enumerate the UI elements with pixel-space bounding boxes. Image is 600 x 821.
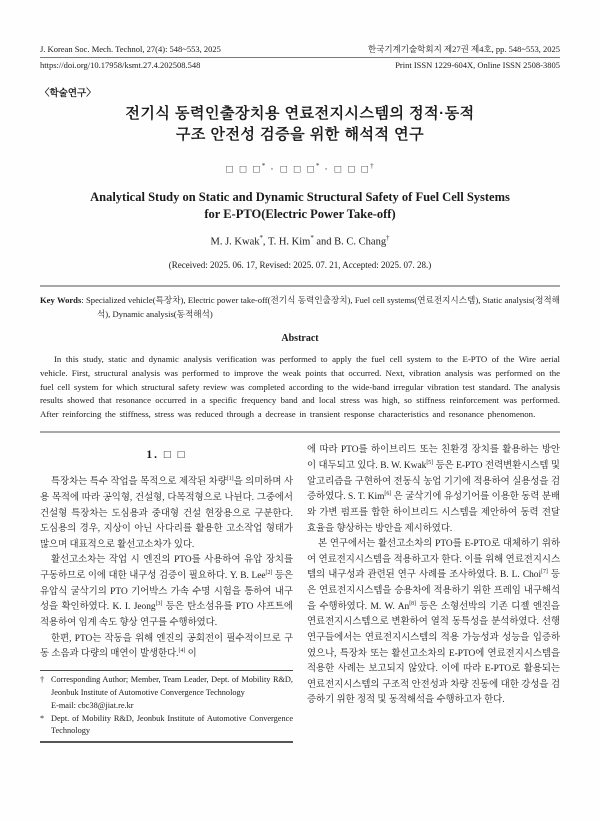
author-en-2-mark: * [310,234,314,242]
right-column [307,443,560,743]
keywords-block [40,294,560,322]
footnote-email: E-mail: cbc38@jiat.re.kr [51,700,134,710]
submission-dates: (Received: 2025. 06. 17, Revised: 2025. 07. 21, Accepted: 2025. 07. 28.) [168,260,432,271]
running-header-row-1 [40,44,560,55]
author-en-1: M. J. Kwak [210,236,260,248]
author-en-separator-1: , [262,236,268,248]
body-columns [40,443,560,743]
affiliation-footnote [40,670,293,743]
title-english-line1: Analytical Study on Static and Dynamic Structural Safety of Fuel Cell Systems [90,190,510,205]
author-en-1-mark: * [259,234,263,242]
journal-citation-en: J. Korean Soc. Mech. Technol, 27(4): 548~553, 2025 [40,44,221,54]
keywords-label: Key Words [40,295,82,306]
author-ko-separator-1: · [265,164,281,177]
author-ko-3: □ □ □ [334,164,371,177]
author-en-3: B. C. Chang [334,236,387,248]
doi-text: https://doi.org/10.17958/ksmt.27.4.202508.548 [40,60,201,70]
footnote-affiliation-text: Dept. of Mobility R&D, Jeonbuk Institute of Automotive Convergence Technology [51,713,293,736]
author-ko-3-mark: † [370,162,374,171]
journal-citation-ko: 한국기계기술학회지 제27권 제4호, pp. 548~553, 2025 [367,44,560,54]
title-korean-line2: 구조 안전성 검증을 위한 해석적 연구 [175,125,425,143]
issn-text: Print ISSN 1229-604X, Online ISSN 2508-3805 [395,60,560,70]
dagger-marker: † [40,675,45,685]
asterisk-marker: * [40,713,45,723]
footnote-affiliation [40,713,293,739]
author-ko-2: □ □ □ [280,164,316,177]
left-column [40,443,293,743]
authors-english [40,235,560,248]
authors-korean [40,162,560,176]
title-korean [40,104,560,145]
title-english-line2: for E-PTO(Electric Power Take-off) [204,206,396,221]
article-category-label: 〈학술연구〉 [40,88,96,99]
title-korean-line1: 전기식 동력인출장치용 연료전지시스템의 정적·동적 [125,105,475,122]
footnote-corresponding-text: Corresponding Author; Member, Team Leader, Dept. of Mobility R&D, Jeonbuk Institute of Automotive Convergence Technology [51,675,293,697]
keywords-top-rule [40,285,560,287]
title-english [40,189,560,223]
author-ko-2-mark: * [315,162,320,171]
author-ko-1-mark: * [261,162,266,171]
abstract-text: In this study, static and dynamic analysis verification was performed to apply the fuel cell system to the E-PTO of the Wire aerial vehicle. First, structural analysis was performed to improve the weak points that occurred. Next, vibration analysis was performed on the fuel cell system for which structural safety review was completed according to the wide-band irregular vibration test standard. The analysis results showed that resonance occurred in a specific frequency band and local stress was high, so stiffness reinforcement was performed. After reinforcing the stiffness, stress was reduced through a decrease in transient response characteristics and resonance phenomenon. [40,353,560,420]
running-header-row-2 [40,60,560,71]
keywords-text: : Specialized vehicle(특장차), Electric power take-off(전기식 동력인출장치), Fuel cell systems(연료전지시스템), Static analysis(정적해석), Dynamic analysis(동적해석) [81,295,560,320]
author-ko-1: □ □ □ [226,164,262,177]
section-1-heading: 1. □ □ [146,449,187,462]
author-en-3-mark: † [386,234,390,242]
body-paragraph: 본 연구에서는 활선고소차의 PTO를 E-PTO로 대체하기 위하여 연료전지시스템을 적용하고자 한다. 이를 위해 연료전지시스템의 내구성과 관련된 연구 사례를 조사하였다. B. L. Choi[7] 등은 연료전지시스템을 승용차에 적용하기 위한 프레임 내구해석을 수행하였다. M. W. An[8] 등은 소형선박의 기존 디젤 엔진을 연료전지시스템으로 변환하여 열적 동특성을 분석하였다. 선행 연구들에서는 연료전지시스템의 적용 가능성과 성능을 입증하였으나, 특장차 또는 활선고소차의 E-PTO에 연료전지시스템을 적용한 사례는 보고되지 않았다. 이에 따라 E-PTO로 활용되는 연료전지시스템의 구조적 안전성과 차량 진동에 대한 강성을 검증하기 위한 정적 및 동적해석을 수행하고자 한다. [307,539,560,706]
footnote-corresponding-author [40,674,293,700]
body-paragraph: 특장차는 특수 작업을 목적으로 제작된 차량[1]을 의미하며 사용 목적에 따라 공익형, 건설형, 다목적형으로 나뉜다. 그중에서 건설형 특장차는 도심용과 중대형 건설 현장용으로 구분한다. 도심용의 경우, 지상이 아닌 사다리를 활용한 고소작업 형태가 많으며 대표적으로 활선고소차가 있다. [40,476,294,550]
abstract-heading: Abstract [281,332,319,344]
author-en-separator-2: and [313,236,335,248]
body-paragraph: 한편, PTO는 작동을 위해 엔진의 공회전이 필수적이므로 구동 소음과 다량의 매연이 발생한다.[4] 이 [40,633,293,660]
author-en-2: T. H. Kim [267,236,311,248]
header-rule [40,57,560,58]
abstract-bottom-rule [40,431,560,433]
body-paragraph: 에 따라 PTO를 하이브리드 또는 친환경 장치를 활용하는 방안이 대두되고 있다. B. W. Kwak[5] 등은 E-PTO 전력변환시스템 및 알고리즘을 구현하여 전동식 농업 기기에 적용하여 실용성을 검증하였다. S. T. Kim[6] 은 굴삭기에 유성기어를 이용한 동력 분배와 가변 펌프를 합한 하이브리드 시스템을 제안하여 동력 전달 효율을 향상하는 방안을 제시하였다. [307,445,560,534]
body-paragraph: 활선고소차는 작업 시 엔진의 PTO를 사용하여 유압 장치를 구동하므로 이에 대한 내구성 검증이 필요하다. Y. B. Lee[2] 등은 유압식 굴삭기의 PTO 기어박스 가속 수명 시험을 통하여 내구성을 확인하였다. K. I. Jeong[3] 등은 탄소섬유를 PTO 샤프트에 적용하여 임계 속도 향상 연구를 수행하였다. [40,555,293,629]
author-ko-separator-2: · [319,164,335,177]
